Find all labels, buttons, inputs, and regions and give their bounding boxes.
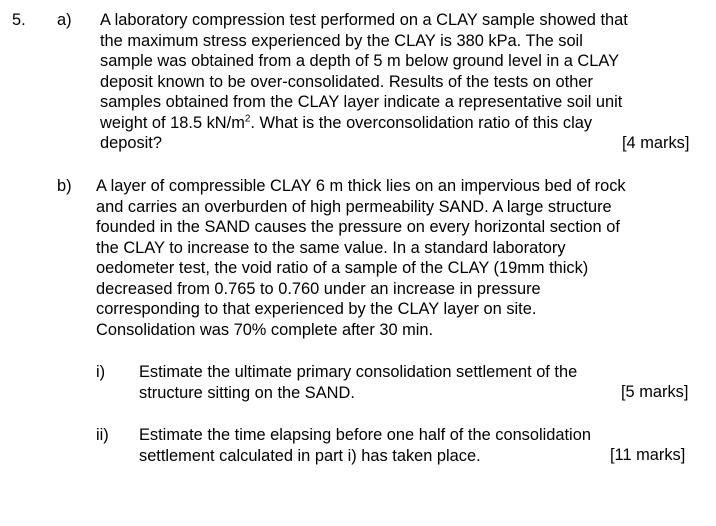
part-b-line: oedometer test, the void ratio of a sample of the CLAY (19mm thick) (96, 259, 589, 277)
part-b-line: Consolidation was 70% complete after 30 min. (96, 320, 434, 339)
sub-i-label: i) (96, 363, 106, 381)
part-a-marks: [4 marks] (622, 134, 690, 152)
part-b-line: the CLAY to increase to the same value. In a standard laboratory (96, 238, 566, 257)
sub-ii-marks: [11 marks] (610, 446, 686, 464)
part-a-line: the maximum stress experienced by the CLAY is 380 kPa. The soil (100, 31, 583, 50)
part-b-line: corresponding to that experienced by the CLAY layer on site. (96, 300, 537, 318)
sub-ii-line: Estimate the time elapsing before one half of the consolidation (139, 426, 591, 444)
part-a-line: deposit known to be over-consolidated. Results of the tests on other (100, 72, 593, 91)
part-b-label: b) (57, 177, 72, 195)
part-a-last-line: deposit? (100, 134, 162, 152)
sub-ii-text (139, 425, 591, 466)
part-b-line: A layer of compressible CLAY 6 m thick lies on an impervious bed of rock (96, 177, 626, 195)
part-a-line: sample was obtained from a depth of 5 m below ground level in a CLAY (100, 52, 620, 70)
weight-prefix: weight of 18.5 kN/m (100, 113, 245, 132)
part-a-weight-line (100, 113, 628, 134)
sub-i-line: Estimate the ultimate primary consolidation settlement of the (139, 363, 578, 381)
sub-i-text (139, 362, 577, 403)
sub-i-line: structure sitting on the SAND. (139, 383, 355, 402)
part-b-line: and carries an overburden of high permeability SAND. A large structure (96, 197, 612, 216)
part-a-line: A laboratory compression test performed on a CLAY sample showed that (100, 11, 628, 29)
part-a-line: samples obtained from the CLAY layer indicate a representative soil unit (100, 93, 623, 111)
sub-ii-label: ii) (96, 426, 109, 444)
part-b-line: decreased from 0.765 to 0.760 under an increase in pressure (96, 279, 541, 298)
weight-suffix: . What is the overconsolidation ratio of this clay (250, 113, 593, 132)
part-a-label: a) (57, 11, 72, 29)
part-b-line: founded in the SAND causes the pressure on every horizontal section of (96, 218, 620, 236)
sub-ii-line: settlement calculated in part i) has taken place. (139, 446, 481, 465)
part-b-text (96, 176, 626, 340)
sub-i-marks: [5 marks] (621, 383, 689, 401)
question-number: 5. (12, 11, 26, 29)
part-a-text (100, 10, 628, 154)
superscript-2: 2 (244, 113, 251, 125)
